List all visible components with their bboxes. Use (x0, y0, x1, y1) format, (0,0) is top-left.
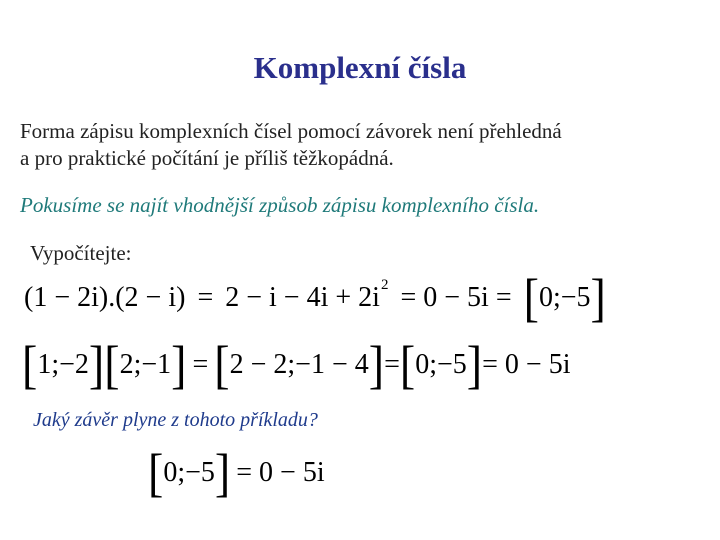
eq2-sum: 2 − 2;−1 − 4 (229, 349, 369, 380)
eq2-a: 1;−2 (37, 349, 89, 380)
equation-conclusion (148, 443, 325, 502)
eq3-pair: 0;−5 (163, 457, 215, 488)
task-label: Vypočítejte: (30, 241, 132, 265)
bracket-close: ] (590, 268, 606, 327)
intro-paragraph (20, 118, 562, 172)
bracket-open: [ (148, 443, 164, 502)
bracket-close: ] (368, 335, 385, 394)
eq1-result: 0;−5 (538, 282, 591, 313)
equation-brackets (22, 335, 571, 394)
eq2-equals-3: = 0 − 5i (482, 349, 571, 380)
bracket-open: [ (104, 335, 120, 394)
eq1-lhs: (1 − 2i).(2 − i) (24, 282, 186, 313)
intro-line-2: a pro praktické počítání je příliš těžkopádná. (20, 146, 394, 170)
eq1-exponent: 2 (380, 276, 389, 293)
bracket-open: [ (523, 268, 539, 327)
eq2-res: 0;−5 (415, 349, 467, 380)
bracket-open: [ (399, 335, 416, 394)
eq1-step1: 2 − i − 4i + 2i (225, 282, 380, 313)
eq3-rhs: = 0 − 5i (236, 457, 325, 488)
eq2-equals-1: = (192, 349, 209, 380)
equation-product (24, 268, 606, 327)
question-text: Jaký závěr plyne z tohoto příkladu? (33, 409, 318, 431)
bracket-open: [ (22, 335, 38, 394)
eq2-equals-2: = (384, 349, 400, 380)
bracket-close: ] (88, 335, 105, 394)
bracket-open: [ (214, 335, 230, 394)
bracket-close: ] (214, 443, 231, 502)
bracket-close: ] (171, 335, 187, 394)
eq2-b: 2;−1 (119, 349, 172, 380)
intro-line-1: Forma zápisu komplexních čísel pomocí závorek není přehledná (20, 119, 562, 143)
eq1-step2: = 0 − 5i = (400, 282, 512, 313)
slide-title: Komplexní čísla (253, 50, 467, 85)
italic-statement: Pokusíme se najít vhodnější způsob zápisu komplexního čísla. (20, 193, 540, 217)
bracket-close: ] (466, 335, 483, 394)
eq1-equals: = (197, 282, 214, 313)
